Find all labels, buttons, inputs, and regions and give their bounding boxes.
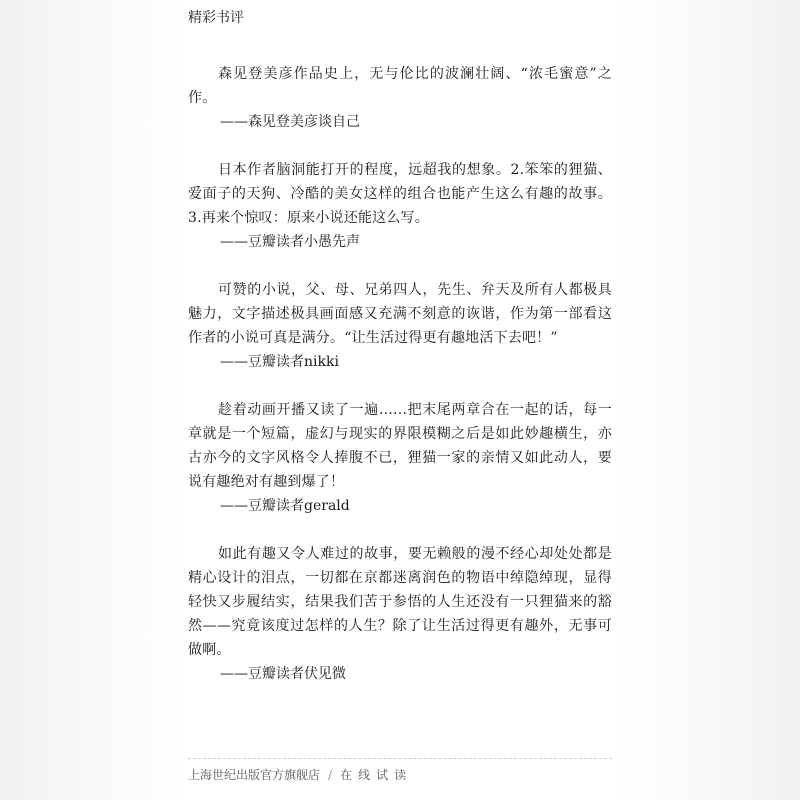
review-text: 如此有趣又令人难过的故事，要无赖般的漫不经心却处处都是精心设计的泪点，一切都在京都迷离润色的物语中绰隐绰现，显得轻快又步履结实，结果我们苦于参悟的人生还没有一只狸猫来的豁然——究竟该度过怎样的人生？除了让生活过得更有趣外，无事可做啊。 [188,546,612,658]
review-text: 日本作者脑洞能打开的程度，远超我的想象。2.笨笨的狸猫、爱面子的天狗、冷酷的美女这样的组合也能产生这么有趣的故事。3.再来个惊叹：原来小说还能这么写。 [188,162,612,226]
review-text: 可赞的小说，父、母、兄弟四人，先生、弁天及所有人都极具魅力，文字描述极具画面感又充满不刻意的诙谐，作为第一部看这作者的小说可真是满分。“让生活过得更有趣地活下去吧！” [188,282,612,346]
review-source: ——豆瓣读者伏见微 [220,666,346,682]
footer-divider [188,758,612,759]
store-link[interactable]: 上海世纪出版官方旗舰店 [188,768,321,782]
footer-separator: / [328,768,333,782]
review-item [188,398,612,518]
review-item [188,62,612,134]
review-source: ——豆瓣读者nikki [220,354,339,370]
review-text: 森见登美彦作品史上，无与伦比的波澜壮阔、“浓毛蜜意”之作。 [188,66,612,106]
review-source: ——豆瓣读者gerald [220,498,350,514]
review-text: 趁着动画开播又读了一遍……把末尾两章合在一起的话，每一章就是一个短篇，虚幻与现实的界限模糊之后是如此妙趣横生，亦古亦今的文字风格令人捧腹不已，狸猫一家的亲情又如此动人，要说有趣绝对有趣到爆了！ [188,402,612,490]
online-trial-link[interactable]: 在线试读 [340,768,413,782]
review-source: ——豆瓣读者小愚先声 [220,234,360,250]
section-title: 精彩书评 [188,10,244,26]
footer-links [188,765,612,785]
book-reviews-section [188,8,612,710]
review-item [188,158,612,254]
review-item [188,278,612,374]
review-item [188,542,612,686]
review-source: ——森见登美彦谈自己 [220,114,360,130]
